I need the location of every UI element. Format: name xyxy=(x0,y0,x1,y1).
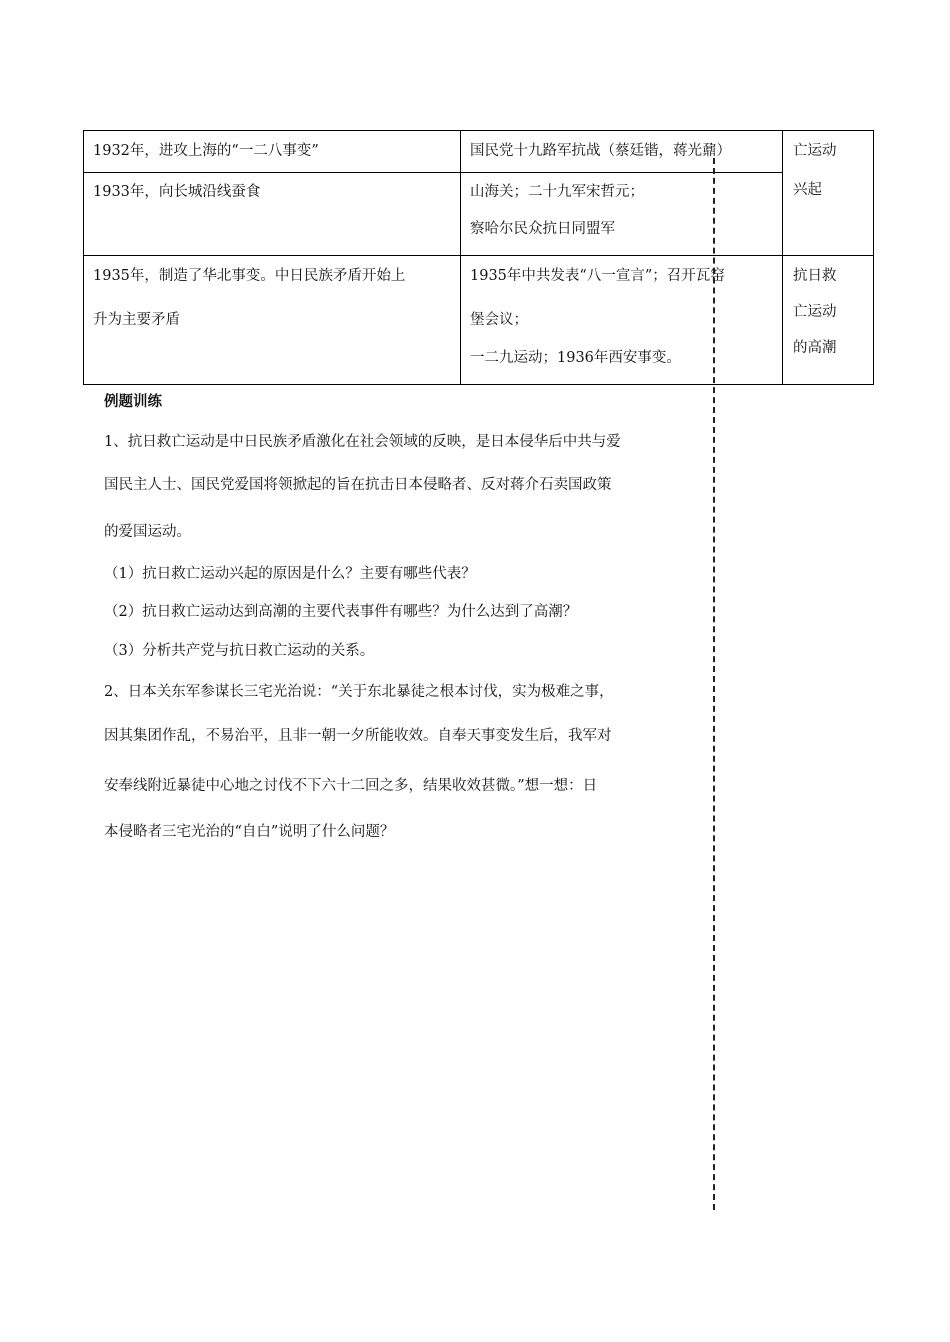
section-title: 例题训练 xyxy=(104,394,162,410)
question-line: （2）抗日救亡运动达到高潮的主要代表事件有哪些？为什么达到了高潮？ xyxy=(104,604,578,620)
paragraph-line: 2、日本关东军参谋长三宅光治说：“关于东北暴徒之根本讨伐，实为极难之事， xyxy=(104,684,614,700)
cell-text: 一二九运动；1936年西安事变。 xyxy=(470,350,681,366)
paragraph-line: 的爱国运动。 xyxy=(104,524,191,540)
cell-text: 抗日救 xyxy=(793,268,837,284)
table-cell-stage-rise xyxy=(783,131,874,256)
cell-text: 的高潮 xyxy=(793,340,837,356)
cell-text: 1932年，进攻上海的“一二八事变” xyxy=(93,143,319,159)
cell-text: 升为主要矛盾 xyxy=(93,312,180,328)
question-line: （1）抗日救亡运动兴起的原因是什么？主要有哪些代表？ xyxy=(104,566,476,582)
table-cell-response-1935 xyxy=(461,256,783,385)
cell-text: 亡运动 xyxy=(793,143,837,159)
cell-text: 堡会议； xyxy=(470,312,528,328)
paragraph-line: 1、抗日救亡运动是中日民族矛盾激化在社会领域的反映，是日本侵华后中共与爱 xyxy=(104,434,621,450)
table-cell-event-1933 xyxy=(84,173,461,256)
paragraph-line: 国民主人士、国民党爱国将领掀起的旨在抗击日本侵略者、反对蒋介石卖国政策 xyxy=(104,477,612,493)
cell-text: 国民党十九路军抗战（蔡廷锴，蒋光鼐） xyxy=(470,143,731,159)
table-cell-event-1935 xyxy=(84,256,461,385)
paragraph-line: 安奉线附近暴徒中心地之讨伐不下六十二回之多，结果收效甚微。”想一想：日 xyxy=(104,778,598,794)
paragraph-line: 本侵略者三宅光治的“自白”说明了什么问题？ xyxy=(104,824,395,840)
cell-text: 1933年，向长城沿线蚕食 xyxy=(93,184,261,200)
cell-text: 山海关；二十九军宋哲元； xyxy=(470,184,644,200)
cell-text: 1935年中共发表“八一宣言”；召开瓦窑 xyxy=(470,268,725,284)
cell-text: 亡运动 xyxy=(793,304,837,320)
cell-text: 察哈尔民众抗日同盟军 xyxy=(470,221,615,237)
table-cell-stage-peak xyxy=(783,256,874,385)
cell-text: 1935年，制造了华北事变。中日民族矛盾开始上 xyxy=(93,268,406,284)
cell-text: 兴起 xyxy=(793,182,822,198)
question-line: （3）分析共产党与抗日救亡运动的关系。 xyxy=(104,643,375,659)
table-cell-response-1932 xyxy=(461,131,783,173)
table-cell-event-1932 xyxy=(84,131,461,173)
history-table xyxy=(83,130,874,385)
paragraph-line: 因其集团作乱，不易治平，且非一朝一夕所能收效。自奉天事变发生后，我军对 xyxy=(104,728,612,744)
cut-line-dashed xyxy=(713,158,715,1210)
table-cell-response-1933 xyxy=(461,173,783,256)
